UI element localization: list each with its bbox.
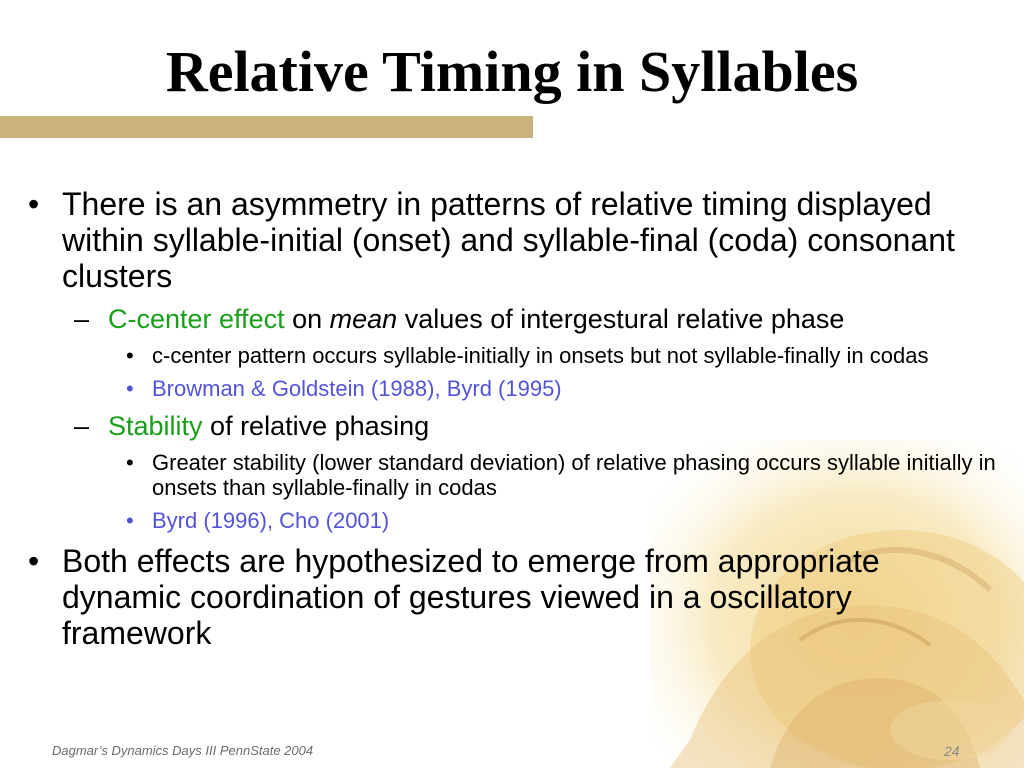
dash-marker: – — [74, 411, 90, 441]
bullet-item-both-effects — [24, 543, 1004, 651]
point-c-center-pattern — [24, 343, 1004, 368]
stability-term: Stability — [108, 411, 203, 441]
sub-item-c-center — [24, 304, 1004, 335]
bullet-marker: • — [28, 186, 40, 222]
bullet-marker: • — [126, 450, 134, 475]
point-greater-stability — [24, 450, 1004, 500]
page-number: 24 — [944, 743, 960, 759]
sub-item-stability — [24, 411, 1004, 442]
bullet-text: There is an asymmetry in patterns of relative timing displayed within syllable-initial (onset) and syllable-final (coda) consonant clusters — [62, 186, 955, 294]
slide-title: Relative Timing in Syllables — [165, 39, 859, 104]
point-reference-browman-byrd — [24, 376, 1004, 401]
bullet-marker: • — [126, 343, 134, 368]
reference-text: Byrd (1996), Cho (2001) — [152, 508, 390, 533]
bullet-text: Both effects are hypothesized to emerge from appropriate dynamic coordination of gestures viewed in a oscillatory framework — [62, 543, 880, 651]
sub-text-rest: of relative phasing — [202, 411, 430, 441]
bullet-list — [24, 186, 1004, 651]
point-text: Greater stability (lower standard deviation) of relative phasing occurs syllable initially in onsets than syllable-finally in codas — [152, 450, 996, 500]
bullet-marker: • — [126, 508, 134, 533]
point-text: c-center pattern occurs syllable-initially in onsets but not syllable-finally in codas — [152, 343, 929, 368]
bullet-item-asymmetry — [24, 186, 1004, 294]
title-accent-bar — [0, 116, 533, 138]
footer-caption: Dagmar’s Dynamics Days III PennState 2004 — [52, 743, 314, 758]
sub-text-on: on — [284, 304, 330, 334]
sub-text-rest: values of intergestural relative phase — [397, 304, 845, 334]
dash-marker: – — [74, 304, 90, 334]
point-reference-byrd-cho — [24, 508, 1004, 533]
bullet-marker: • — [28, 543, 40, 579]
bullet-marker: • — [126, 376, 134, 401]
mean-emphasis: mean — [329, 304, 398, 334]
c-center-term: C-center effect — [108, 304, 285, 334]
reference-text: Browman & Goldstein (1988), Byrd (1995) — [152, 376, 562, 401]
